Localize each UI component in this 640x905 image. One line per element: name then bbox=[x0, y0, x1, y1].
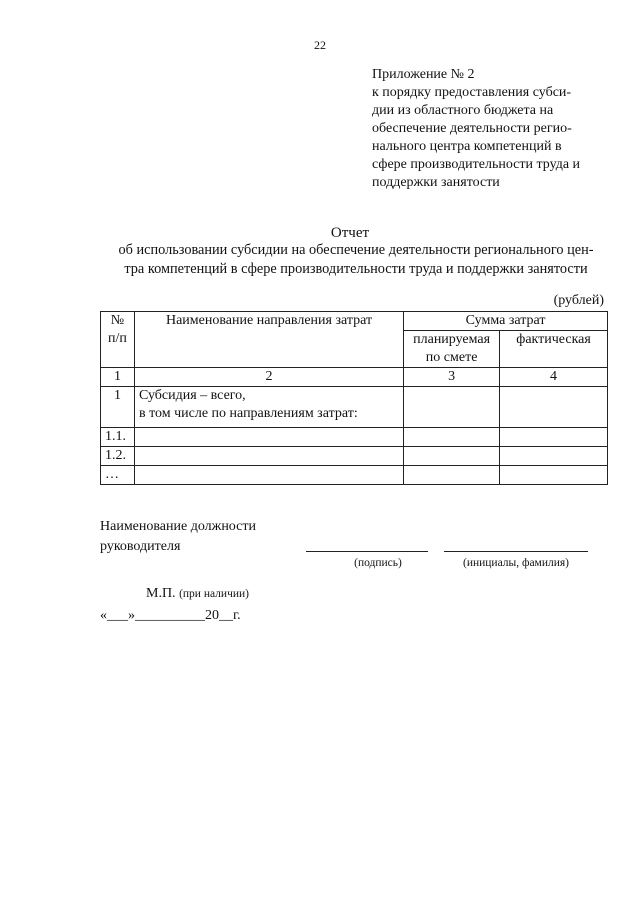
row-num: 1.2. bbox=[101, 447, 135, 466]
row-name bbox=[134, 466, 403, 485]
row-name-line: в том числе по направлениям затрат: bbox=[138, 406, 358, 421]
column-number-row bbox=[101, 368, 608, 387]
stamp-label: М.П. bbox=[146, 586, 176, 601]
appendix-line: дии из областного бюджета на bbox=[372, 103, 554, 118]
report-subtitle bbox=[86, 241, 626, 279]
table-row bbox=[101, 387, 608, 428]
appendix-line: поддержки занятости bbox=[372, 175, 500, 190]
row-actual bbox=[500, 466, 608, 485]
appendix-line: нального центра компетенций в bbox=[372, 139, 562, 154]
row-num: 1 bbox=[101, 387, 135, 428]
signature-line bbox=[306, 551, 428, 552]
header-actual: фактическая bbox=[500, 331, 608, 368]
position-label: Наименование должности bbox=[100, 519, 256, 534]
row-planned bbox=[404, 447, 500, 466]
row-planned bbox=[404, 387, 500, 428]
header-name: Наименование направления затрат bbox=[134, 312, 403, 368]
appendix-line: обеспечение деятельности регио- bbox=[372, 121, 572, 136]
currency-unit: (рублей) bbox=[553, 293, 604, 308]
row-name bbox=[134, 387, 403, 428]
row-name-line: Субсидия – всего, bbox=[138, 388, 246, 403]
row-planned bbox=[404, 466, 500, 485]
header-num: № п/п bbox=[101, 312, 135, 368]
row-num: … bbox=[101, 466, 135, 485]
row-planned bbox=[404, 428, 500, 447]
column-number: 4 bbox=[500, 368, 608, 387]
row-actual bbox=[500, 428, 608, 447]
cost-report-table bbox=[100, 311, 608, 485]
column-number: 3 bbox=[404, 368, 500, 387]
report-title: Отчет bbox=[330, 225, 370, 241]
position-label: руководителя bbox=[100, 539, 181, 554]
table-row bbox=[101, 428, 608, 447]
appendix-line: к порядку предоставления субси- bbox=[372, 85, 572, 100]
column-number: 2 bbox=[134, 368, 403, 387]
appendix-reference bbox=[372, 66, 622, 192]
signature-position bbox=[100, 517, 256, 557]
row-num: 1.1. bbox=[101, 428, 135, 447]
row-actual bbox=[500, 387, 608, 428]
name-line bbox=[444, 551, 588, 552]
header-sum: Сумма затрат bbox=[404, 312, 608, 331]
report-subtitle-line: тра компетенций в сфере производительности труда и поддержки занятости bbox=[124, 261, 588, 277]
signature-caption: (подпись) bbox=[354, 557, 402, 569]
appendix-line: сфере производительности труда и bbox=[372, 157, 581, 172]
stamp-note: (при наличии) bbox=[179, 588, 250, 600]
date-line: «___»__________20__г. bbox=[100, 608, 241, 623]
row-name bbox=[134, 428, 403, 447]
header-row bbox=[101, 312, 608, 331]
appendix-line: Приложение № 2 bbox=[372, 67, 475, 82]
report-subtitle-line: об использовании субсидии на обеспечение деятельности регионального цен- bbox=[118, 242, 594, 258]
header-planned: планируемая по смете bbox=[404, 331, 500, 368]
column-number: 1 bbox=[101, 368, 135, 387]
table-row bbox=[101, 466, 608, 485]
page-number: 22 bbox=[314, 38, 326, 52]
name-caption: (инициалы, фамилия) bbox=[462, 557, 570, 569]
row-actual bbox=[500, 447, 608, 466]
stamp-placeholder bbox=[146, 586, 249, 602]
row-name bbox=[134, 447, 403, 466]
table-row bbox=[101, 447, 608, 466]
